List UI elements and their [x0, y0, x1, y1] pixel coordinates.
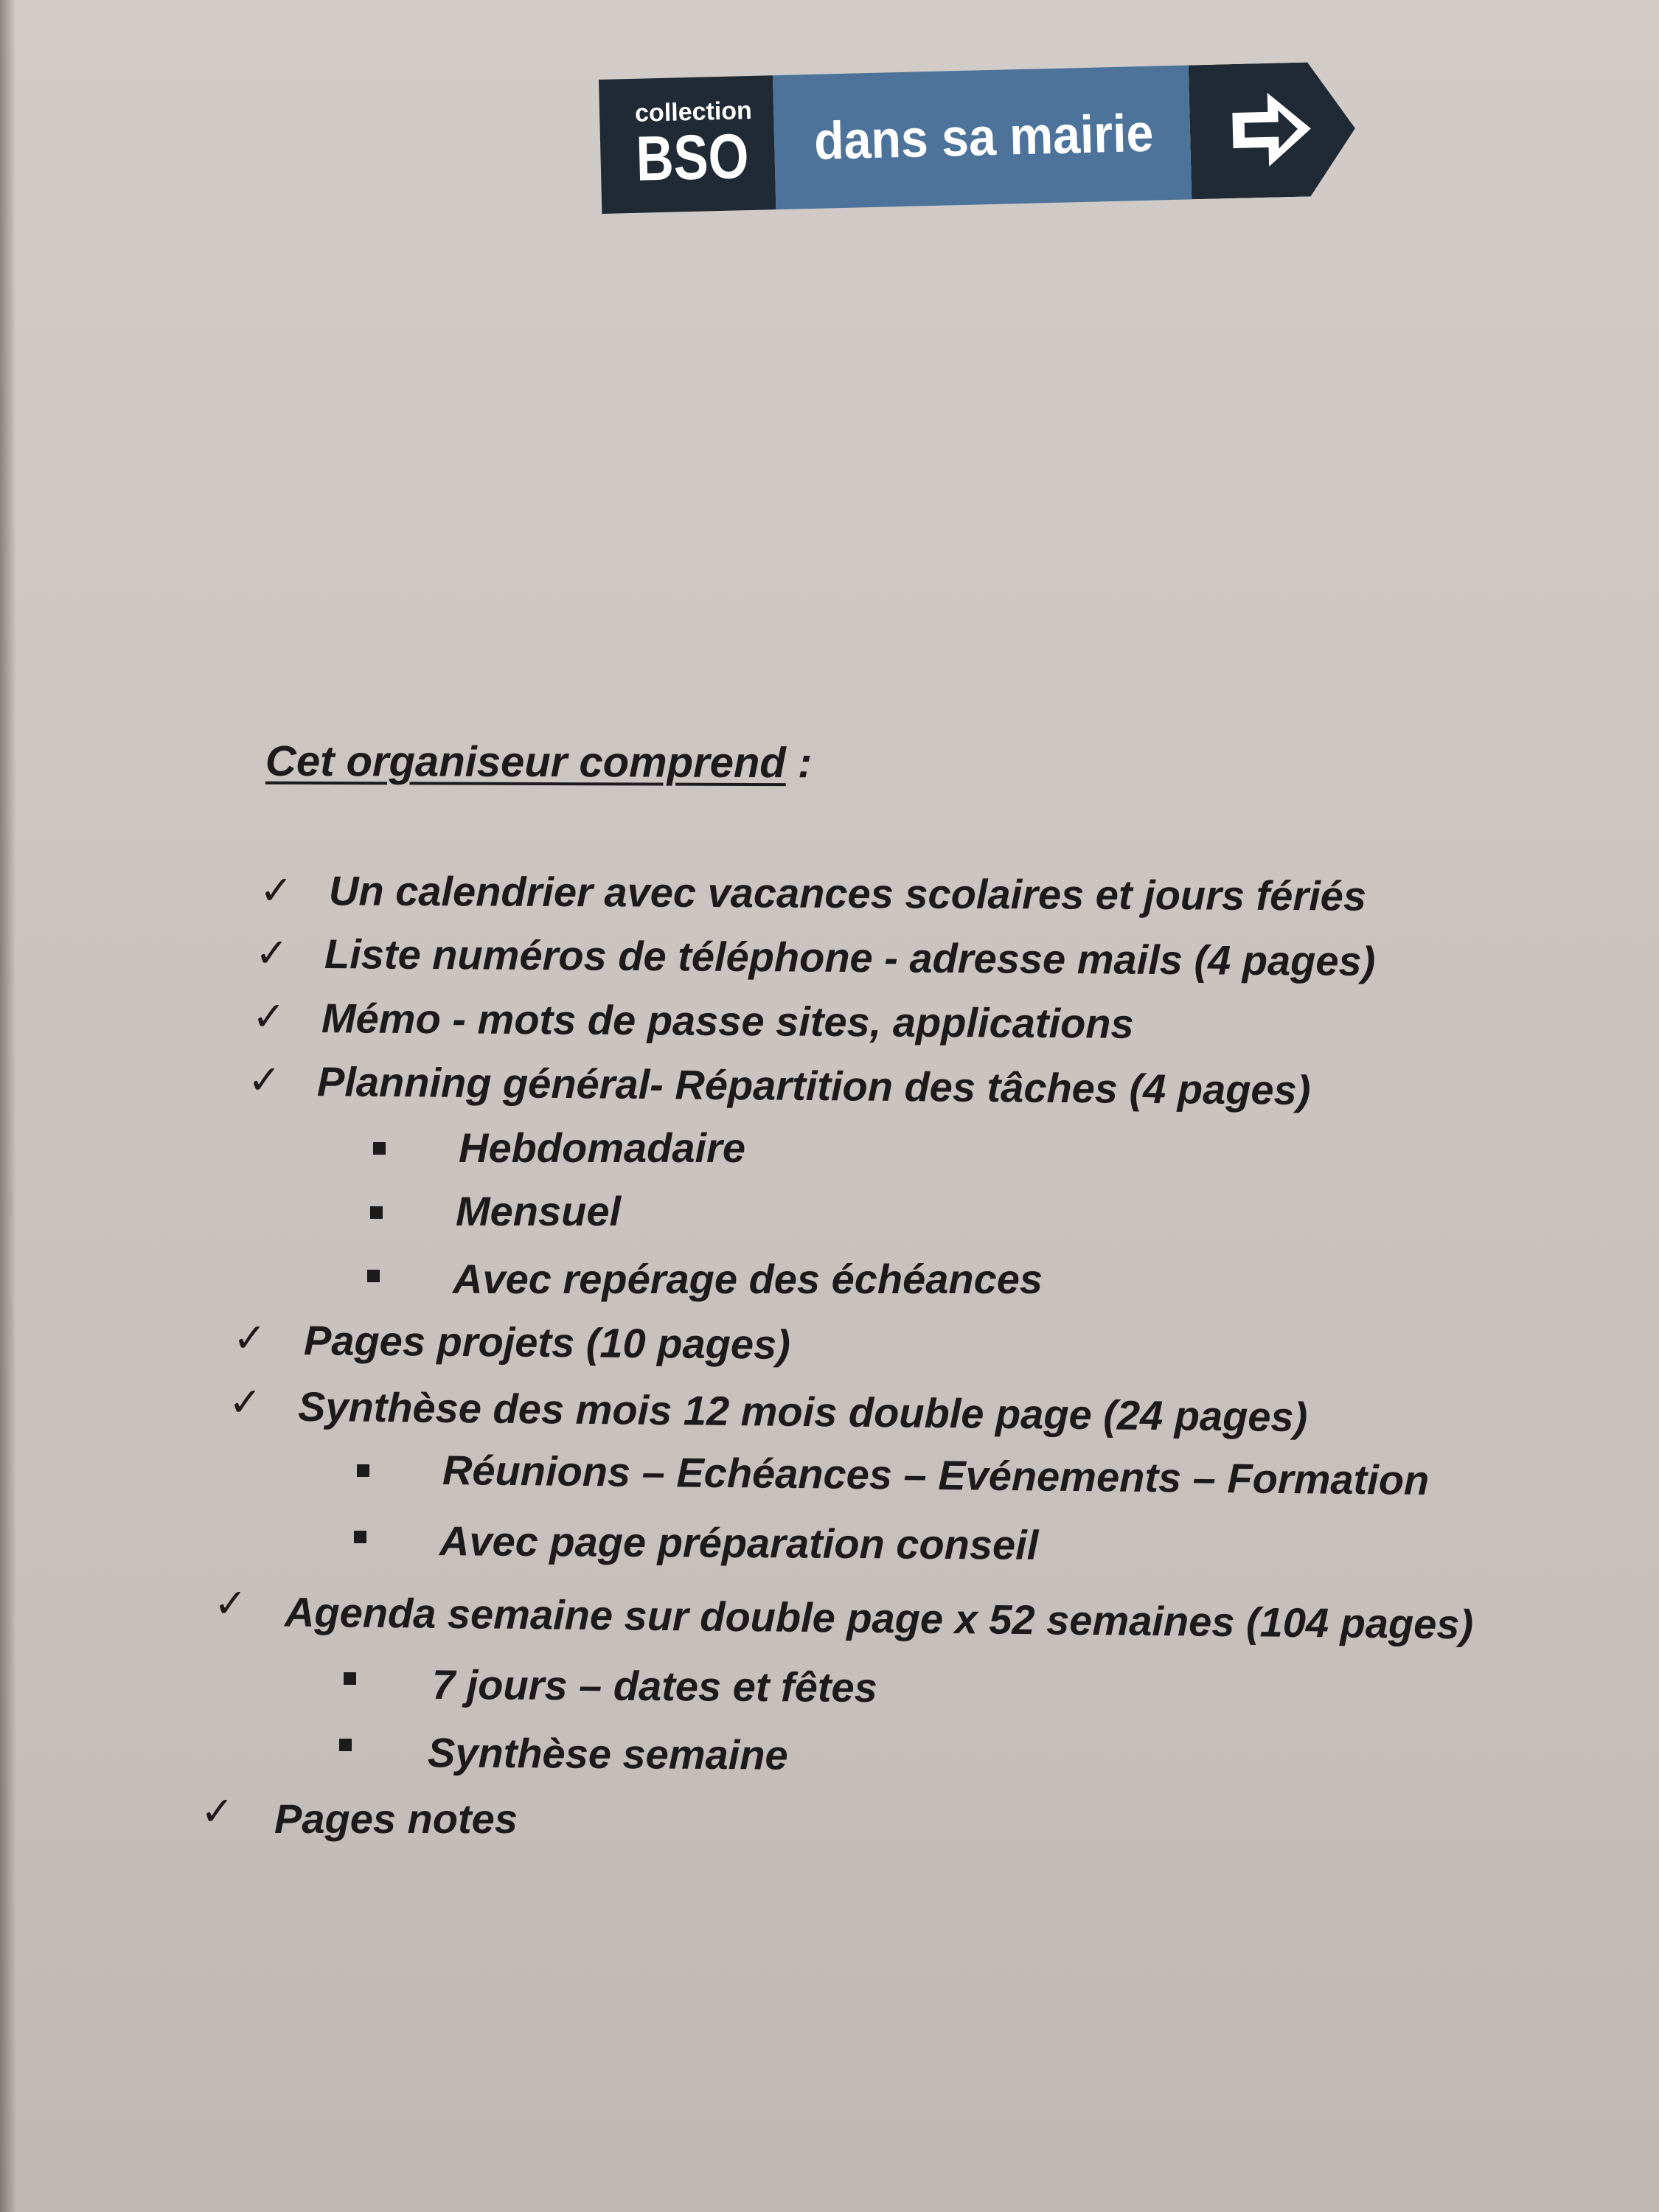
square-bullet-icon	[344, 1672, 356, 1685]
check-mark-icon: ✓	[260, 867, 293, 914]
list-subitem: Avec repérage des échéances	[453, 1256, 1043, 1302]
square-bullet-icon	[370, 1206, 383, 1219]
square-bullet-icon	[367, 1270, 380, 1282]
list-subitem: Hebdomadaire	[459, 1124, 745, 1171]
collection-label: collection	[634, 96, 753, 128]
list-item: Agenda semaine sur double page x 52 semaines (104 pages)	[284, 1588, 1474, 1648]
check-mark-icon: ✓	[233, 1315, 267, 1361]
heading-colon: :	[785, 739, 813, 787]
list-subitem: 7 jours – dates et fêtes	[431, 1660, 878, 1711]
square-bullet-icon	[357, 1464, 369, 1477]
check-mark-icon: ✓	[255, 930, 289, 976]
list-item: Pages notes	[274, 1795, 518, 1842]
list-subitem: Synthèse semaine	[427, 1729, 788, 1778]
list-item: Synthèse des mois 12 mois double page (24 pages)	[297, 1382, 1308, 1441]
list-item: Un calendrier avec vacances scolaires et jours fériés	[328, 867, 1367, 919]
square-bullet-icon	[373, 1142, 386, 1155]
list-item: Pages projets (10 pages)	[303, 1317, 791, 1368]
list-heading	[265, 737, 812, 788]
check-mark-icon: ✓	[229, 1379, 262, 1425]
check-mark-icon: ✓	[248, 1057, 282, 1103]
banner-subtitle: dans sa mairie	[813, 103, 1155, 171]
square-bullet-icon	[339, 1739, 352, 1751]
check-mark-icon: ✓	[214, 1580, 248, 1627]
list-item: Planning général- Répartition des tâches (4 pages)	[316, 1058, 1311, 1113]
brand-name: BSO	[635, 121, 750, 195]
list-item: Mémo - mots de passe sites, applications	[321, 995, 1134, 1047]
list-subitem: Réunions – Echéances – Evénements – Formation	[442, 1446, 1430, 1504]
list-item: Liste numéros de téléphone - adresse mails (4 pages)	[324, 931, 1376, 984]
check-mark-icon: ✓	[252, 993, 286, 1040]
check-mark-icon: ✓	[201, 1788, 234, 1834]
list-subitem: Mensuel	[456, 1188, 622, 1234]
square-bullet-icon	[354, 1531, 366, 1543]
heading-text: Cet organiseur comprend	[265, 737, 786, 787]
list-subitem: Avec page préparation conseil	[439, 1517, 1039, 1568]
